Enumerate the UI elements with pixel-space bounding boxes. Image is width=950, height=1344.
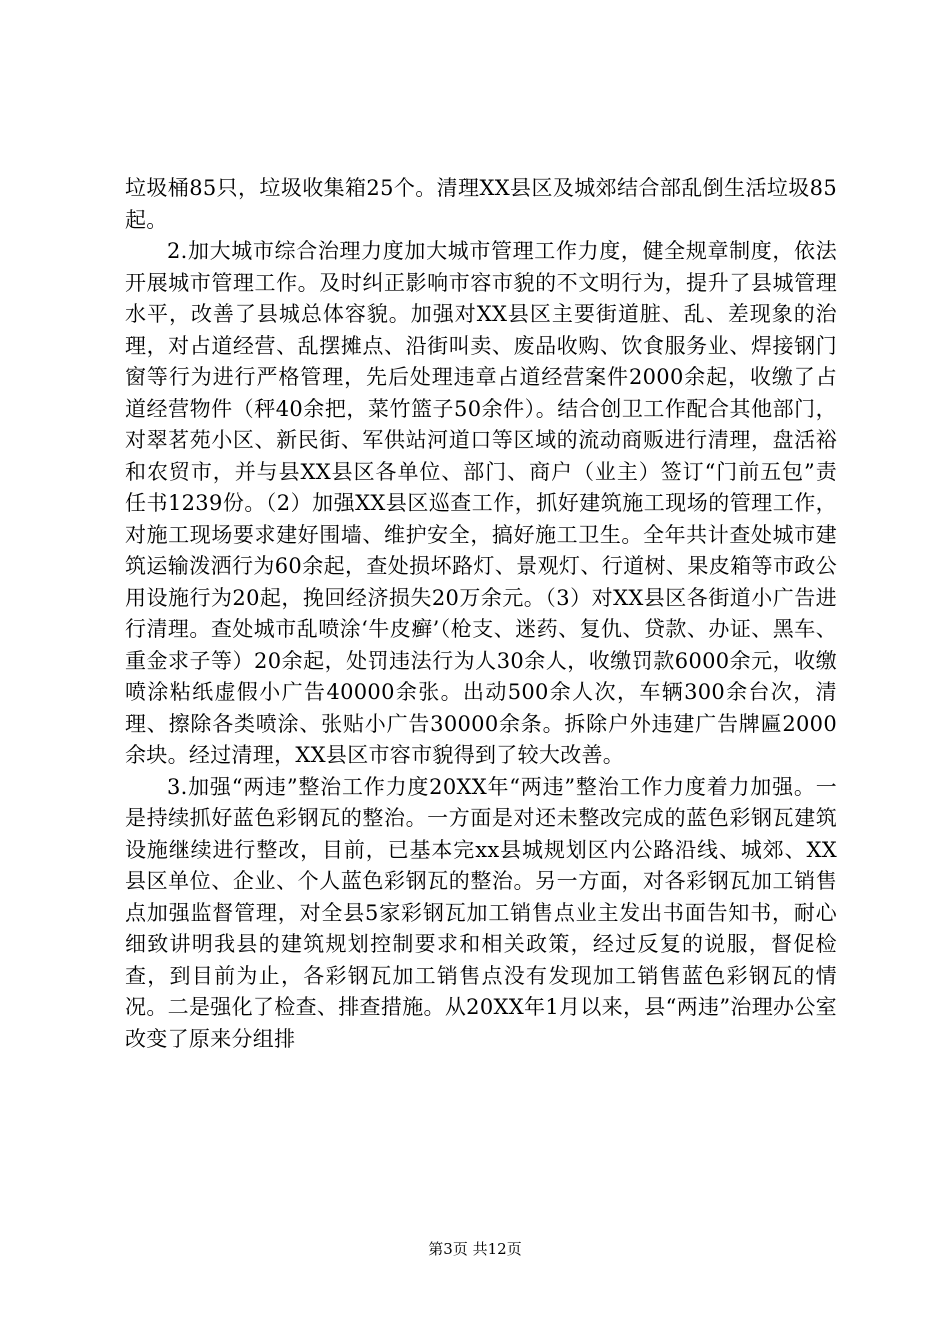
paragraph-urban-management: 2.加大城市综合治理力度加大城市管理工作力度，健全规章制度，依法开展城市管理工作。及时纠正影响市容市貌的不文明行为，提升了县城管理水平，改善了县城总体容貌。加强对XX县区主要街道脏、乱、差现象的治理，对占道经营、乱摆摊点、沿街叫卖、废品收购、饮食服务业、焊接钢门窗等行为进行严格管理，先后处理违章占道经营案件2000余起，收缴了占道经营物件（秤40余把，菜竹篮子50余件）。结合创卫工作配合其他部门，对翠茗苑小区、新民街、军供站河道口等区域的流动商贩进行清理，盘活裕和农贸市，并与县XX县区各单位、部门、商户（业主）签订“门前五包”责任书1239份。（2）加强XX县区巡查工作，抓好建筑施工现场的管理工作，对施工现场要求建好围墙、维护安全，搞好施工卫生。全年共计查处城市建筑运输泼洒行为60余起，查处损坏路灯、景观灯、行道树、果皮箱等市政公用设施行为20起，挽回经济损失20万余元。（3）对XX县区各街道小广告进行清理。查处城市乱喷涂‘牛皮癣’（枪支、迷药、复仇、贷款、办证、黑车、重金求子等）20余起，处罚违法行为人30余人，收缴罚款6000余元，收缴喷涂粘纸虚假小广告40000余张。出动500余人次，车辆300余台次，清理、擦除各类喷涂、张贴小广告30000余条。拆除户外违建广告牌匾2000余块。经过清理，XX县区市容市貌得到了较大改善。 <box>125 239 837 767</box>
paragraph-two-violations: 3.加强“两违”整治工作力度20XX年“两违”整治工作力度着力加强。一是持续抓好蓝色彩钢瓦的整治。一方面是对还未整改完成的蓝色彩钢瓦建筑设施继续进行整改，目前，已基本完xx县城规划区内公路沿线、城郊、XX县区单位、企业、个人蓝色彩钢瓦的整治。另一方面，对各彩钢瓦加工销售点加强监督管理，对全县5家彩钢瓦加工销售点业主发出书面告知书，耐心细致讲明我县的建筑规划控制要求和相关政策，经过反复的说服，督促检查，到目前为止，各彩钢瓦加工销售点没有发现加工销售蓝色彩钢瓦的情况。二是强化了检查、排查措施。从20XX年1月以来，县“两违”治理办公室改变了原来分组排 <box>125 774 837 1051</box>
paragraph-continuation: 垃圾桶85只，垃圾收集箱25个。清理XX县区及城郊结合部乱倒生活垃圾85起。 <box>125 176 837 232</box>
body-text <box>125 173 837 1055</box>
page-footer: 第3页 共12页 <box>428 1240 522 1258</box>
